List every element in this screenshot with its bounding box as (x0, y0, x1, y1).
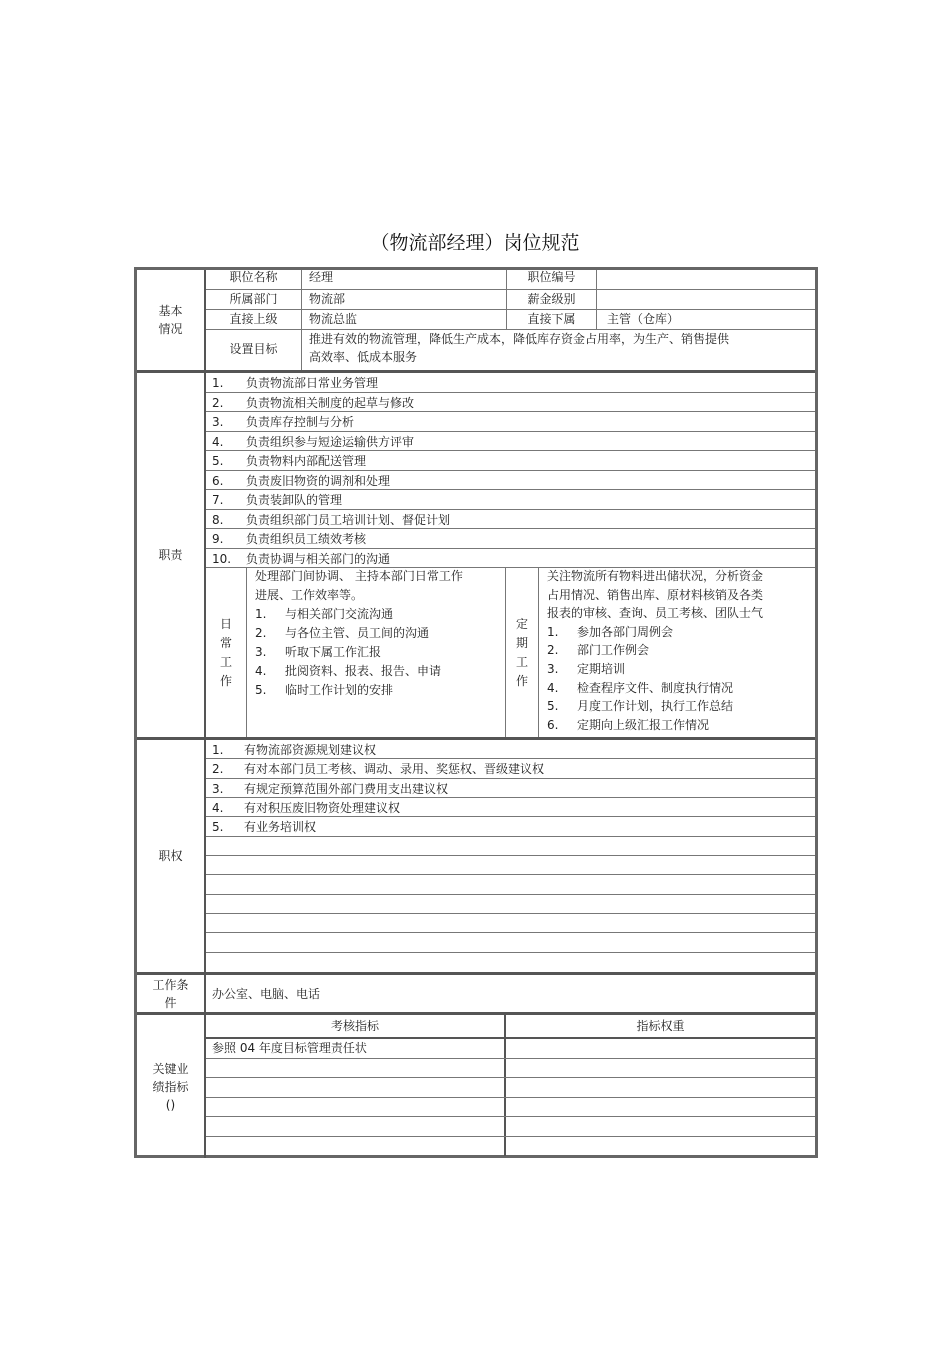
authority-text: 有对本部门员工考核、调动、录用、奖惩权、晋级建议权 (244, 762, 545, 777)
job-spec-table (134, 267, 818, 1158)
daily-work-item-number: 5. (255, 683, 267, 697)
periodic-work-item (547, 716, 763, 735)
duty-row (206, 451, 815, 471)
job-name-label: 职位名称 (206, 270, 302, 289)
duty-text: 负责物流部日常业务管理 (246, 376, 379, 390)
duty-text: 负责物流相关制度的起草与修改 (246, 395, 415, 410)
goal-row (206, 330, 815, 370)
periodic-work-item-text: 部门工作例会 (577, 643, 650, 658)
vertical-label-char: 日 (219, 616, 232, 631)
periodic-intro-line: 占用情况、销售出库、原材料核销及各类 (547, 587, 764, 602)
label-line: 关键业 (152, 1061, 189, 1076)
periodic-work-label (506, 568, 538, 737)
kpi-metric-cell (206, 1059, 506, 1078)
kpi-row (206, 1059, 815, 1079)
dept-value: 物流部 (302, 290, 507, 309)
duty-row (206, 490, 815, 510)
superior-row (206, 310, 815, 330)
subordinate-value: 主管（仓库） (607, 312, 680, 326)
duty-row (206, 432, 815, 452)
goal-line: 推进有效的物流管理，降低生产成本，降低库存资金占用率，为生产、销售提供 (309, 332, 730, 346)
vertical-label-char: 作 (219, 673, 232, 688)
authority-number: 2. (212, 762, 224, 777)
daily-work-item-text: 临时工作计划的安排 (285, 683, 394, 697)
authority-row (206, 856, 815, 875)
authority-number: 3. (212, 781, 224, 796)
authority-row (206, 817, 815, 836)
authority-item (212, 818, 316, 835)
superior-value: 物流总监 (302, 310, 507, 329)
authority-row (206, 875, 815, 894)
daily-work-label (206, 568, 246, 737)
label-line: 绩指标 (152, 1079, 189, 1094)
periodic-work-item-text: 检查程序文件、制度执行情况 (577, 680, 734, 695)
periodic-work-item-number: 3. (547, 661, 559, 676)
kpi-metric-cell (206, 1078, 506, 1097)
job-name-value: 经理 (302, 270, 507, 289)
duty-row (206, 373, 815, 393)
authority-row (206, 933, 815, 952)
periodic-work-content (539, 568, 815, 737)
authority-text: 有规定预算范围外部门费用支出建议权 (244, 781, 449, 796)
duty-row (206, 549, 815, 569)
duty-item (212, 472, 390, 489)
kpi-header-row (206, 1015, 815, 1039)
periodic-work-item-text: 定期培训 (577, 661, 626, 676)
periodic-work-item-number: 6. (547, 717, 559, 732)
salary-label: 薪金级别 (507, 290, 597, 309)
work-conditions-section (137, 972, 815, 1012)
periodic-work-item-number: 5. (547, 699, 559, 714)
label-line: 件 (164, 995, 177, 1010)
periodic-work-item-text: 月度工作计划，执行工作总结 (577, 699, 734, 714)
job-code-label: 职位编号 (507, 270, 597, 289)
kpi-row (206, 1039, 815, 1059)
kpi-weight-cell (506, 1059, 815, 1078)
authority-row (206, 759, 815, 778)
vertical-label-char: 作 (515, 673, 528, 688)
periodic-work-item (547, 679, 763, 698)
daily-work-item-text: 听取下属工作汇报 (285, 645, 382, 659)
label-line: 工作条 (152, 977, 189, 992)
authority-section (137, 737, 815, 972)
kpi-metric-cell (206, 1117, 506, 1136)
basic-info-body (206, 270, 815, 370)
periodic-work-item (547, 660, 763, 679)
authority-number: 5. (212, 820, 224, 835)
kpi-section (137, 1012, 815, 1158)
kpi-weight-cell (506, 1098, 815, 1117)
page-title: （物流部经理）岗位规范 (370, 232, 580, 254)
vertical-label-char: 工 (515, 654, 528, 669)
duty-item (212, 433, 414, 450)
duty-number: 8. (212, 512, 224, 527)
kpi-weight-cell (506, 1078, 815, 1097)
kpi-label (137, 1015, 206, 1158)
label-line: () (165, 1097, 176, 1112)
duty-text: 负责组织部门员工培训计划、督促计划 (246, 512, 451, 527)
work-schedule-row (206, 568, 815, 737)
duty-row (206, 471, 815, 491)
daily-work-item-number: 1. (255, 607, 267, 621)
label-line: 情况 (158, 322, 183, 336)
duty-text: 负责协调与相关部门的沟通 (246, 551, 391, 566)
daily-work-item-text: 与相关部门交流沟通 (285, 607, 394, 621)
authority-number: 1. (212, 743, 224, 757)
duty-row (206, 393, 815, 413)
duty-text: 负责库存控制与分析 (246, 415, 355, 429)
subordinate-label: 直接下属 (507, 310, 597, 329)
authority-item (212, 799, 400, 816)
daily-work-item-text: 批阅资料、报表、报告、申请 (285, 664, 442, 678)
kpi-row (206, 1078, 815, 1098)
duty-number: 4. (212, 434, 224, 449)
duty-row (206, 529, 815, 549)
authority-item (212, 780, 448, 797)
daily-work-item-number: 4. (255, 664, 267, 678)
authority-label: 职权 (137, 740, 206, 972)
periodic-work-item-number: 1. (547, 624, 559, 639)
daily-work-item (255, 624, 463, 643)
vertical-label-char: 定 (515, 616, 528, 631)
daily-work-content (247, 568, 506, 737)
authority-row (206, 953, 815, 972)
job-name-row (206, 270, 815, 290)
authority-body (206, 740, 815, 972)
superior-label: 直接上级 (206, 310, 302, 329)
basic-info-section (137, 270, 815, 370)
duty-text: 负责装卸队的管理 (246, 493, 343, 507)
work-conditions-body (206, 975, 815, 1012)
salary-value (597, 290, 815, 309)
goal-value (302, 330, 815, 370)
work-conditions-value: 办公室、电脑、电话 (212, 987, 321, 1001)
kpi-metric-header: 考核指标 (206, 1015, 506, 1037)
authority-row (206, 837, 815, 856)
periodic-work-item (547, 623, 763, 642)
dept-row (206, 290, 815, 310)
duty-text: 负责组织参与短途运输供方评审 (246, 434, 415, 449)
daily-work-item-number: 3. (255, 645, 267, 659)
daily-intro-line: 处理部门间协调、 主持本部门日常工作 (255, 569, 463, 583)
duty-row (206, 412, 815, 432)
authority-row (206, 914, 815, 933)
kpi-weight-cell (506, 1039, 815, 1058)
kpi-weight-cell (506, 1137, 815, 1157)
daily-work-item (255, 662, 463, 681)
periodic-work-label-cell (506, 568, 539, 737)
basic-info-label (137, 270, 206, 370)
duty-row (206, 510, 815, 530)
kpi-row (206, 1098, 815, 1118)
duty-text: 负责废旧物资的调剂和处理 (246, 473, 391, 488)
duty-item (212, 452, 366, 469)
daily-work-item (255, 643, 463, 662)
goal-line: 高效率、低成本服务 (309, 350, 418, 364)
authority-text: 有对积压废旧物资处理建议权 (244, 800, 401, 815)
duty-number: 6. (212, 473, 224, 488)
kpi-row (206, 1137, 815, 1157)
duty-item (212, 413, 354, 430)
vertical-label-char: 常 (219, 635, 232, 650)
goal-label: 设置目标 (206, 330, 302, 370)
periodic-work-item-text: 定期向上级汇报工作情况 (577, 717, 710, 732)
authority-row (206, 779, 815, 798)
authority-text: 有物流部资源规划建议权 (244, 743, 377, 757)
periodic-work-item-number: 4. (547, 680, 559, 695)
duty-item (212, 511, 450, 528)
periodic-intro-line: 报表的审核、查询、员工考核、团队士气 (547, 606, 764, 621)
kpi-row (206, 1117, 815, 1137)
periodic-work-item (547, 641, 763, 660)
duty-item (212, 491, 342, 508)
duty-number: 7. (212, 493, 224, 507)
daily-work-label-cell (206, 568, 247, 737)
kpi-weight-header: 指标权重 (636, 1019, 685, 1033)
kpi-metric-cell (206, 1098, 506, 1117)
daily-intro-line: 进展、工作效率等。 (255, 588, 364, 602)
job-code-value (597, 270, 815, 289)
daily-work-item-text: 与各位主管、员工间的沟通 (285, 626, 430, 640)
duties-body (206, 373, 815, 737)
periodic-work-item (547, 697, 763, 716)
work-conditions-label (137, 975, 206, 1012)
kpi-metric-cell (206, 1137, 506, 1157)
duty-number: 3. (212, 415, 224, 429)
authority-item (212, 760, 544, 777)
periodic-intro-line: 关注物流所有物料进出储状况，分析资金 (547, 569, 764, 583)
duty-item (212, 550, 390, 567)
daily-work-item (255, 605, 463, 624)
duties-label: 职责 (137, 373, 206, 737)
dept-label: 所属部门 (206, 290, 302, 309)
authority-text: 有业务培训权 (244, 820, 317, 835)
authority-row (206, 798, 815, 817)
duties-section (137, 370, 815, 737)
daily-work-item-number: 2. (255, 626, 267, 640)
duty-item (212, 394, 414, 411)
periodic-work-item-text: 参加各部门周例会 (577, 624, 674, 639)
authority-number: 4. (212, 800, 224, 815)
kpi-metric-cell: 参照 04 年度目标管理责任状 (206, 1039, 506, 1058)
authority-row (206, 740, 815, 759)
authority-item (212, 741, 376, 758)
daily-work-item (255, 681, 463, 700)
duty-number: 2. (212, 395, 224, 410)
duty-text: 负责物料内部配送管理 (246, 454, 367, 468)
vertical-label-char: 期 (515, 635, 528, 650)
kpi-body (206, 1015, 815, 1158)
duty-number: 1. (212, 376, 224, 390)
vertical-label-char: 工 (219, 654, 232, 669)
duty-number: 10. (212, 551, 232, 566)
label-line: 基本 (158, 304, 183, 318)
duty-number: 9. (212, 532, 224, 546)
duty-item (212, 374, 378, 391)
duty-item (212, 530, 366, 547)
periodic-work-item-number: 2. (547, 643, 559, 658)
kpi-weight-cell (506, 1117, 815, 1136)
duty-text: 负责组织员工绩效考核 (246, 532, 367, 546)
authority-row (206, 895, 815, 914)
duty-number: 5. (212, 454, 224, 468)
